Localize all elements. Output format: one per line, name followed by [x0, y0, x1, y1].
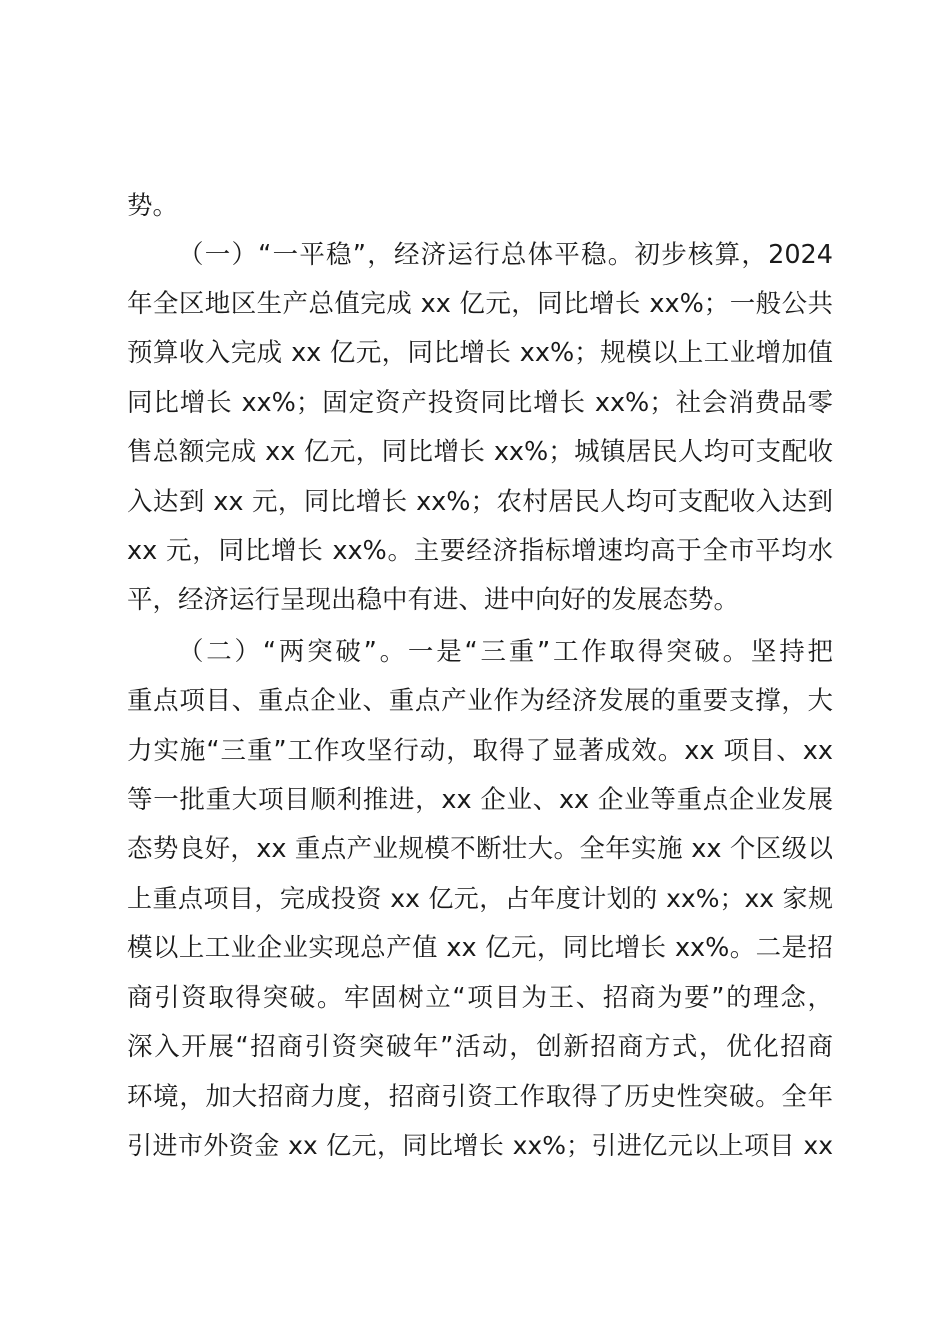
text-line: 商引资取得突破。牢固树立“项目为王、招商为要”的理念，: [127, 983, 833, 1013]
text-line: 重点项目、重点企业、重点产业作为经济发展的重要支撑，大: [127, 686, 833, 716]
text-line: 深入开展“招商引资突破年”活动，创新招商方式，优化招商: [127, 1032, 833, 1062]
paragraph-1-heading-line: （一）“一平稳”，经济运行总体平稳。初步核算，2024: [178, 240, 833, 270]
text-line: 上重点项目，完成投资 xx 亿元，占年度计划的 xx%；xx 家规: [127, 884, 833, 913]
text-line: 态势良好，xx 重点产业规模不断壮大。全年实施 xx 个区级以: [127, 834, 833, 864]
text-line: 引进市外资金 xx 亿元，同比增长 xx%；引进亿元以上项目 xx: [127, 1131, 833, 1160]
text-line: 入达到 xx 元，同比增长 xx%；农村居民人均可支配收入达到: [127, 487, 833, 517]
text-line: 预算收入完成 xx 亿元，同比增长 xx%；规模以上工业增加值: [127, 338, 833, 368]
text-line: 力实施“三重”工作攻坚行动，取得了显著成效。xx 项目、xx: [127, 736, 833, 766]
text-line: 平，经济运行呈现出稳中有进、进中向好的发展态势。: [127, 585, 740, 615]
text-line: 售总额完成 xx 亿元，同比增长 xx%；城镇居民人均可支配收: [127, 437, 833, 467]
text-line: 年全区地区生产总值完成 xx 亿元，同比增长 xx%；一般公共: [127, 289, 833, 319]
text-line: 同比增长 xx%；固定资产投资同比增长 xx%；社会消费品零: [127, 388, 833, 418]
paragraph-2-heading-line: （二）“两突破”。一是“三重”工作取得突破。坚持把: [178, 637, 833, 667]
text-line: xx 元，同比增长 xx%。主要经济指标增速均高于全市平均水: [127, 536, 833, 566]
text-line: 环境，加大招商力度，招商引资工作取得了历史性突破。全年: [127, 1082, 833, 1112]
text-line: 模以上工业企业实现总产值 xx 亿元，同比增长 xx%。二是招: [127, 933, 833, 963]
text-line: 等一批重大项目顺利推进，xx 企业、xx 企业等重点企业发展: [127, 785, 833, 815]
text-line: 势。: [127, 191, 179, 221]
